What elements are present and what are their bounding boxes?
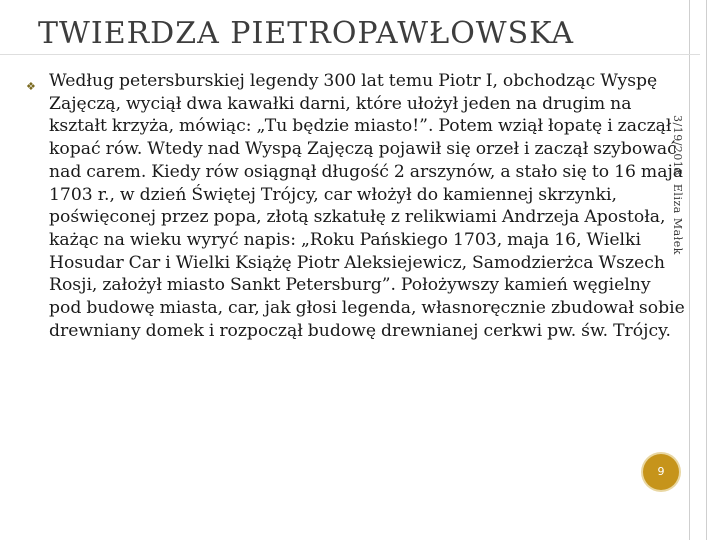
slide-title: TWIERDZA PIETROPAWŁOWSKA bbox=[38, 16, 575, 51]
slide-body-text: Według petersburskiej legendy 300 lat temu Piotr I, obchodząc Wyspę Zajęczą, wyciął dwa kawałki darni, które ułożył jeden na drugim na kształt krzyża, mówiąc: „Tu będzie miasto!”. Potem wziął łopatę i zaczął kopać rów. Wtedy nad Wyspą Zajęczą pojawił się orzeł i zaczął szybować nad carem. Kiedy rów osiągnął długość 2 arszynów, a stało się to 16 maja 1703 r., w dzień Świętej Trójcy, car włożył do kamiennej skrzynki, poświęconej przez popa, złotą szkatułę z relikwiami Andrzeja Apostoła, każąc na wieku wyryć napis: „Roku Pańskiego 1703, maja 16, Wielki Hosudar Car i Wielki Książę Piotr Aleksiejewicz, Samodzierżca Wszech Rosji, założył miasto Sankt Petersburg”. Położywszy kamień węgielny pod budowę miasta, car, jak głosi legenda, własnoręcznie zbudował sobie drewniany domek i rozpoczął budowę drewnianej cerkwi pw. św. Trójcy. bbox=[49, 71, 685, 341]
diamond-bullet-icon: ❖ bbox=[26, 80, 36, 93]
right-border-line bbox=[706, 0, 707, 540]
right-border-line-inner bbox=[689, 0, 690, 540]
slide-date: 3/19/2018 bbox=[671, 115, 684, 176]
title-divider bbox=[0, 54, 700, 55]
slide-footer-vertical bbox=[671, 115, 684, 255]
page-number-badge: 9 bbox=[643, 454, 679, 490]
slide-author: Eliza Małek bbox=[671, 183, 684, 255]
